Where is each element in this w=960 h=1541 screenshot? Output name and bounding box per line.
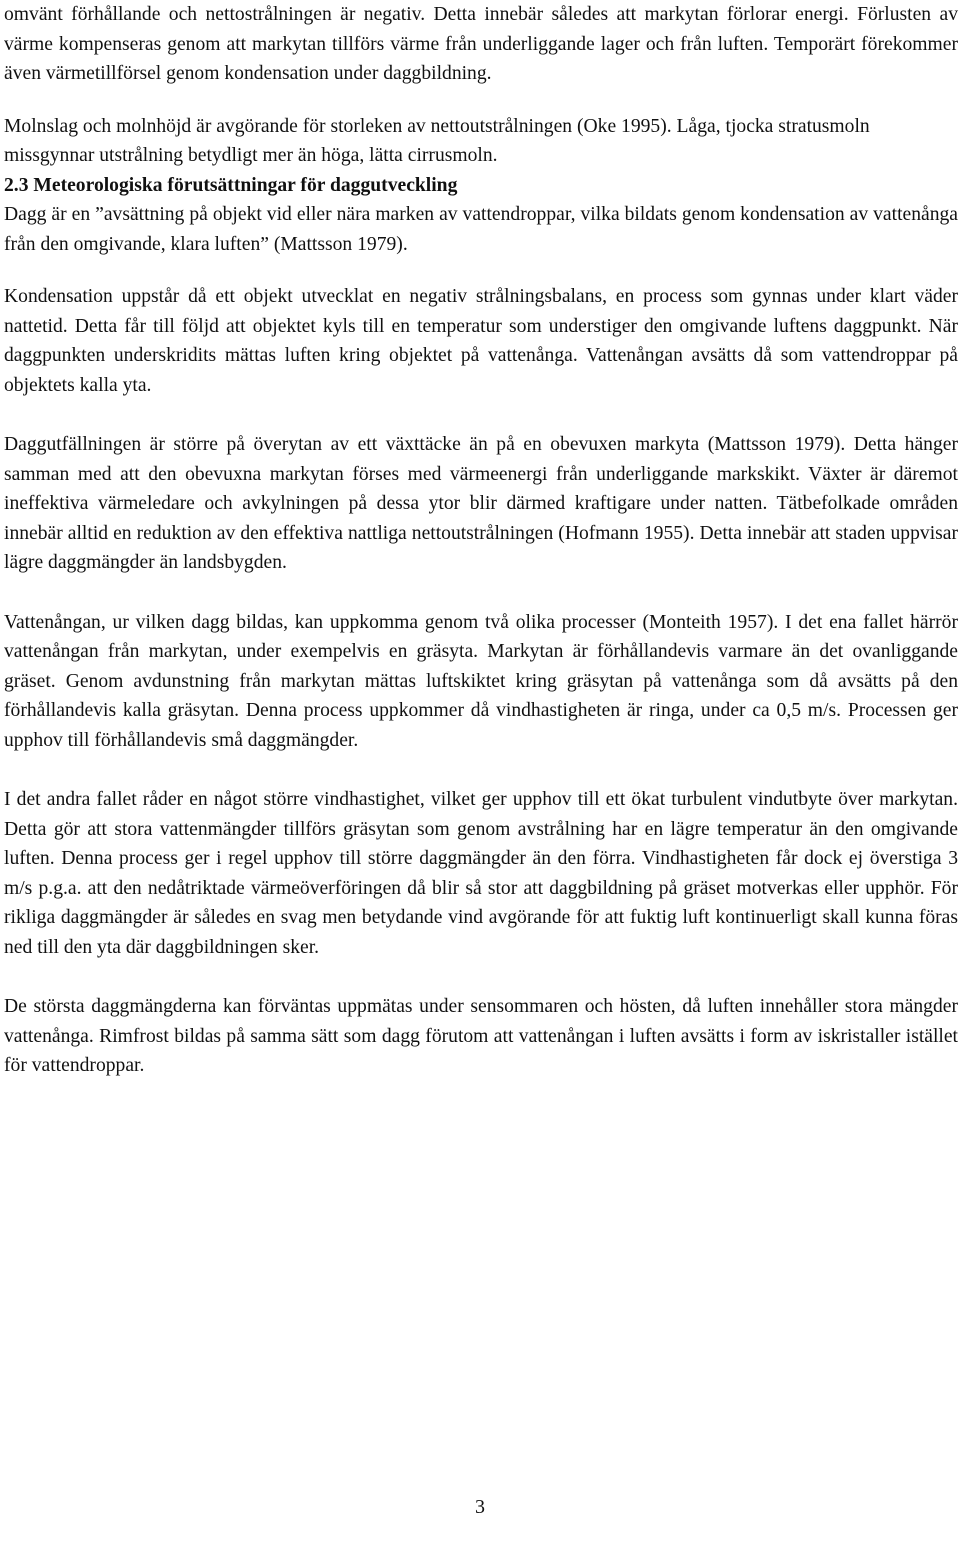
paragraph-6: Vattenångan, ur vilken dagg bildas, kan uppkomma genom två olika processer (Monteith 1957). I det ena fallet härrör vattenångan från markytan, under exempelvis en gräsyta. Markytan är förhållandevis varmare än det ovanliggande gräset. Genom avdunstning från markytan mättas luftskiktet kring gräsytan på vattenånga som då avsätts på den förhållandevis kalla gräsytan. Denna process uppkommer då vindhastigheten är ringa, under ca 0,5 m/s. Processen ger upphov till förhållandevis små daggmängder.	[4, 611, 958, 751]
paragraph-2: Molnslag och molnhöjd är avgörande för storleken av nettoutstrålningen (Oke 1995). Låga, tjocka stratusmoln missgynnar utstrålning betydligt mer än höga, lätta cirrusmoln.	[4, 115, 870, 166]
page-number: 3	[475, 1496, 485, 1518]
paragraph-1: omvänt förhållande och nettostrålningen är negativ. Detta innebär således att markytan förlorar energi. Förlusten av värme kompenseras genom att markytan tillförs värme från underliggande lager och från luften. Temporärt förekommer även värmetillförsel genom kondensation under daggbildning.	[4, 4, 958, 84]
section-heading: 2.3 Meteorologiska förutsättningar för daggutveckling	[4, 174, 458, 196]
document-body	[4, 0, 958, 1081]
paragraph-7: I det andra fallet råder en något större vindhastighet, vilket ger upphov till ett ökat turbulent vindutbyte över markytan. Detta gör att stora vattenmängder tillförs gräsytan som genom avstrålning har en lägre temperatur än den omgivande luften. Denna process ger i regel upphov till större daggmängder än den förra. Vindhastigheten får dock ej överstiga 3 m/s p.g.a. att den nedåtriktade värmeöverföringen då blir så stor att daggbildning på gräset motverkas eller upphör. För rikliga daggmängder är således en svag men betydande vind avgörande för att fuktig luft kontinuerligt skall kunna föras ned till den yta där daggbildningen sker.	[4, 789, 958, 958]
paragraph-3: Dagg är en ”avsättning på objekt vid eller nära marken av vattendroppar, vilka bildats genom kondensation av vattenånga från den omgivande, klara luften” (Mattsson 1979).	[4, 204, 958, 255]
paragraph-4: Kondensation uppstår då ett objekt utvecklat en negativ strålningsbalans, en process som gynnas under klart väder nattetid. Detta får till följd att objektet kyls till en temperatur som understiger den omgivande luftens daggpunkt. När daggpunkten underskridits mättas luften kring objektet på vattenånga. Vattenångan avsätts då som vattendroppar på objektets kalla yta.	[4, 286, 958, 396]
paragraph-8: De största daggmängderna kan förväntas uppmätas under sensommaren och hösten, då luften innehåller stora mängder vattenånga. Rimfrost bildas på samma sätt som dagg förutom att vattenångan i luften avsätts i form av iskristaller istället för vattendroppar.	[4, 996, 958, 1076]
paragraph-5: Daggutfällningen är större på överytan av ett växttäcke än på en obevuxen markyta (Mattsson 1979). Detta hänger samman med att den obevuxna markytan förses med värmeenergi från underliggande markskikt. Växter är däremot ineffektiva värmeledare och avkylningen på dessa ytor blir därmed kraftigare under natten. Tätbefolkade områden innebär alltid en reduktion av den effektiva nattliga nettoutstrålningen (Hofmann 1955). Detta innebär att staden uppvisar lägre daggmängder än landsbygden.	[4, 434, 958, 573]
